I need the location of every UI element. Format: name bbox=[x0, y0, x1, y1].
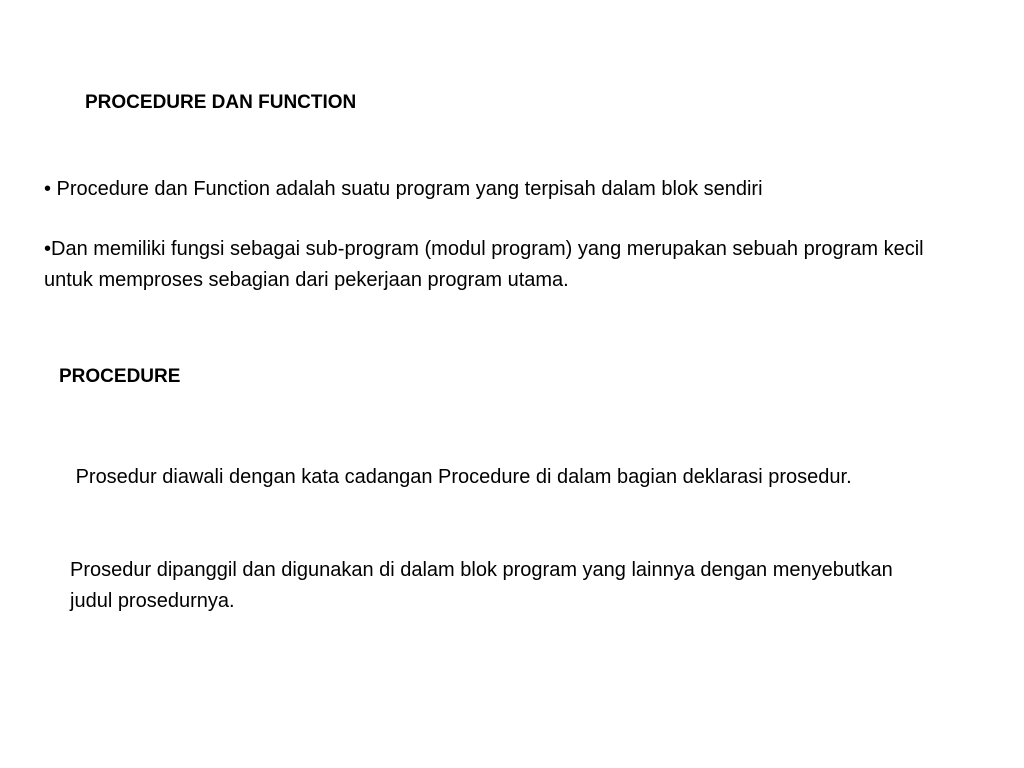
paragraph: Prosedur dipanggil dan digunakan di dalam blok program yang lainnya dengan menyebutkan judul prosedurnya. bbox=[70, 559, 893, 612]
paragraph: Prosedur diawali dengan kata cadangan Procedure di dalam bagian deklarasi prosedur. bbox=[70, 466, 852, 488]
slide-title: PROCEDURE DAN FUNCTION bbox=[85, 92, 357, 113]
bullet-item: •Dan memiliki fungsi sebagai sub-program (modul program) yang merupakan sebuah program kecil untuk memproses sebagian dari pekerjaan program utama. bbox=[44, 238, 924, 291]
section-title: PROCEDURE bbox=[59, 366, 181, 387]
bullet-item: • Procedure dan Function adalah suatu program yang terpisah dalam blok sendiri bbox=[44, 178, 763, 200]
